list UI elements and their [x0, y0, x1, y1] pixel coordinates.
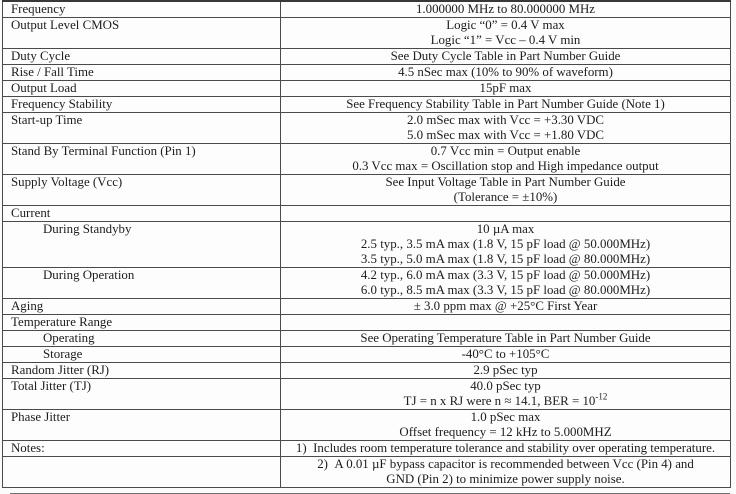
value-line: Offset frequency = 12 kHz to 5.000MHZ — [399, 425, 612, 439]
parameter-cell: Output Load — [3, 81, 281, 97]
value-cell — [281, 1, 731, 18]
value-line: 0.3 Vcc max = Oscillation stop and High impedance output — [352, 159, 659, 173]
table-row — [3, 18, 731, 49]
value-cell — [281, 363, 731, 379]
value-line: 40.0 pSec typ — [470, 379, 541, 393]
parameter-cell: Storage — [3, 347, 281, 363]
value-cell — [281, 206, 731, 222]
value-line: 15pF max — [479, 81, 532, 95]
parameter-cell: Temperature Range — [3, 315, 281, 331]
value-cell — [281, 441, 731, 457]
value-line: (Tolerance = ±10%) — [453, 190, 558, 204]
value-cell — [281, 457, 731, 488]
value-cell — [281, 97, 731, 113]
value-line: See Operating Temperature Table in Part Number Guide — [360, 331, 651, 345]
value-cell — [281, 410, 731, 441]
table-row — [3, 457, 731, 488]
value-cell — [281, 268, 731, 299]
parameter-cell: Duty Cycle — [3, 49, 281, 65]
value-line: 1.0 pSec max — [470, 410, 541, 424]
value-cell — [281, 81, 731, 97]
table-row — [3, 363, 731, 379]
value-line: 6.0 typ., 8.5 mA max (3.3 V, 15 pF load @ 80.000MHz) — [360, 283, 651, 297]
parameter-cell: Rise / Fall Time — [3, 65, 281, 81]
value-line: See Input Voltage Table in Part Number Guide — [385, 175, 626, 189]
parameter-cell: Aging — [3, 299, 281, 315]
value-line: Logic “0” = 0.4 V max — [446, 18, 565, 32]
value-line: 2) A 0.01 µF bypass capacitor is recommended between Vcc (Pin 4) and — [317, 457, 694, 471]
value-cell — [281, 18, 731, 49]
parameter-cell: Supply Voltage (Vcc) — [3, 175, 281, 206]
value-line-superscript: -12 — [595, 391, 608, 402]
table-row — [3, 65, 731, 81]
parameter-cell: Output Level CMOS — [3, 18, 281, 49]
value-line: 4.2 typ., 6.0 mA max (3.3 V, 15 pF load @ 50.000MHz) — [360, 268, 651, 282]
parameter-cell: Start-up Time — [3, 113, 281, 144]
value-cell — [281, 315, 731, 331]
value-line: 5.0 mSec max with Vcc = +1.80 VDC — [406, 128, 605, 142]
value-line: 1.000000 MHz to 80.000000 MHz — [415, 2, 596, 16]
parameter-cell: During Standyby — [3, 222, 281, 268]
parameter-cell: Frequency Stability — [3, 97, 281, 113]
table-row — [3, 97, 731, 113]
parameter-cell: Current — [3, 206, 281, 222]
table-row — [3, 1, 731, 18]
parameter-cell: During Operation — [3, 268, 281, 299]
value-line: 4.5 nSec max (10% to 90% of waveform) — [398, 65, 613, 79]
value-cell — [281, 331, 731, 347]
value-cell — [281, 299, 731, 315]
value-cell — [281, 113, 731, 144]
spec-table-body — [3, 1, 731, 488]
value-cell — [281, 347, 731, 363]
value-cell — [281, 175, 731, 206]
value-line-text: TJ = n x RJ were n ≈ 14.1, BER = 10 — [403, 394, 596, 408]
parameter-cell: Total Jitter (TJ) — [3, 379, 281, 410]
value-line: 10 µA max — [476, 222, 535, 236]
value-cell — [281, 379, 731, 410]
table-row — [3, 49, 731, 65]
value-line — [283, 391, 728, 409]
parameter-cell: Frequency — [3, 1, 281, 18]
value-cell — [281, 49, 731, 65]
value-line: 2.9 pSec typ — [473, 363, 538, 377]
table-row — [3, 331, 731, 347]
value-cell — [281, 222, 731, 268]
parameter-cell: Notes: — [3, 441, 281, 457]
value-line: Logic “1” = Vcc – 0.4 V min — [430, 33, 581, 47]
value-line: 3.5 typ., 5.0 mA max (1.8 V, 15 pF load @ 80.000MHz) — [360, 252, 651, 266]
value-cell — [281, 144, 731, 175]
table-row — [3, 268, 731, 299]
table-row — [3, 144, 731, 175]
table-row — [3, 175, 731, 206]
table-row — [3, 441, 731, 457]
value-line: 0.7 Vcc min = Output enable — [430, 144, 581, 158]
value-line: ± 3.0 ppm max @ +25°C First Year — [413, 299, 598, 313]
table-row — [3, 347, 731, 363]
value-line: 1) Includes room temperature tolerance and stability over operating temperature. — [295, 441, 716, 455]
table-row — [3, 222, 731, 268]
value-line: See Frequency Stability Table in Part Number Guide (Note 1) — [346, 97, 665, 111]
parameter-cell: Phase Jitter — [3, 410, 281, 441]
table-row — [3, 315, 731, 331]
value-line: -40°C to +105°C — [461, 347, 550, 361]
value-line: See Duty Cycle Table in Part Number Guide — [390, 49, 621, 63]
parameter-cell — [3, 457, 281, 488]
table-row — [3, 113, 731, 144]
table-row — [3, 410, 731, 441]
value-line: 2.5 typ., 3.5 mA max (1.8 V, 15 pF load @ 50.000MHz) — [360, 237, 651, 251]
table-row — [3, 206, 731, 222]
value-line: 2.0 mSec max with Vcc = +3.30 VDC — [406, 113, 605, 127]
parameter-cell: Stand By Terminal Function (Pin 1) — [3, 144, 281, 175]
value-line: GND (Pin 2) to minimize power supply noise. — [386, 472, 625, 486]
table-row — [3, 379, 731, 410]
parameter-cell: Random Jitter (RJ) — [3, 363, 281, 379]
parameter-cell: Operating — [3, 331, 281, 347]
spec-table — [2, 0, 731, 488]
table-row — [3, 81, 731, 97]
value-cell — [281, 65, 731, 81]
table-row — [3, 299, 731, 315]
